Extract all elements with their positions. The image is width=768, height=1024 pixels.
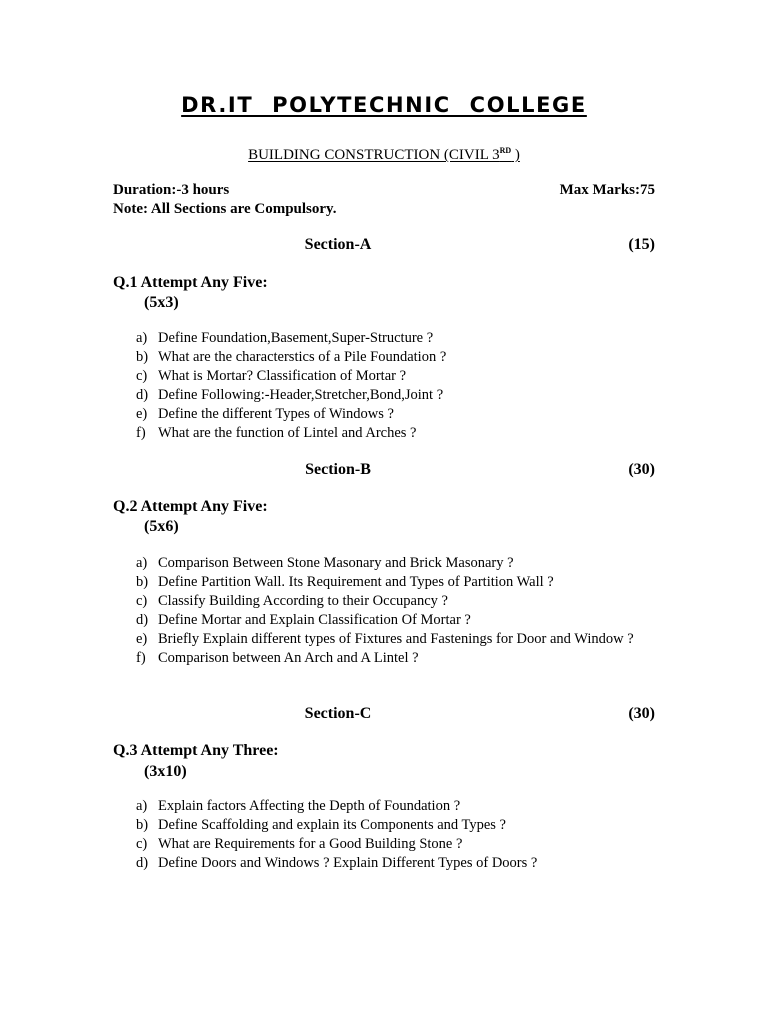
subject-title-superscript: RD <box>499 146 512 155</box>
item-letter: c) <box>136 836 148 852</box>
item-text: Define Foundation,Basement,Super-Structure ? <box>158 330 434 346</box>
section-b-title: Section-B <box>305 461 371 478</box>
item-letter: e) <box>136 631 148 647</box>
list-item <box>136 405 656 424</box>
duration-marks-row <box>113 182 655 199</box>
note-row <box>113 201 655 218</box>
item-letter: d) <box>136 612 149 628</box>
item-letter: c) <box>136 368 148 384</box>
section-c-title: Section-C <box>304 705 372 722</box>
item-text: Define Partition Wall. Its Requirement and Types of Partition Wall ? <box>158 574 554 590</box>
section-b-marks: (30) <box>628 461 655 478</box>
list-item <box>136 424 656 443</box>
item-text: Classify Building According to their Occupancy ? <box>158 593 448 609</box>
duration-text: Duration:-3 hours <box>113 182 230 198</box>
question-2-title: Q.2 Attempt Any Five: <box>113 498 268 515</box>
item-text: Define Mortar and Explain Classification Of Mortar ? <box>158 612 471 628</box>
note-text: Note: All Sections are Compulsory. <box>113 201 337 217</box>
item-letter: d) <box>136 387 149 403</box>
item-text: Define Doors and Windows ? Explain Different Types of Doors ? <box>158 855 538 871</box>
question-3-scheme: (3x10) <box>144 763 187 780</box>
list-item <box>136 329 656 348</box>
item-letter: b) <box>136 349 149 365</box>
question-1-list <box>136 329 656 443</box>
max-marks-text: Max Marks:75 <box>559 182 655 198</box>
list-item <box>136 797 656 816</box>
question-3-list <box>136 797 656 873</box>
list-item <box>136 630 656 649</box>
question-2-scheme: (5x6) <box>144 518 179 535</box>
subject-title-main: BUILDING CONSTRUCTION (CIVIL 3 <box>248 147 500 163</box>
item-text: Explain factors Affecting the Depth of Foundation ? <box>158 798 461 814</box>
section-a-marks: (15) <box>628 236 655 253</box>
item-letter: b) <box>136 574 149 590</box>
item-letter: a) <box>136 798 148 814</box>
list-item <box>136 611 656 630</box>
item-text: Define Following:-Header,Stretcher,Bond,Joint ? <box>158 387 444 403</box>
list-item <box>136 573 656 592</box>
question-1-scheme: (5x3) <box>144 294 179 311</box>
item-letter: e) <box>136 406 148 422</box>
item-text: What are the characterstics of a Pile Foundation ? <box>158 349 447 365</box>
list-item <box>136 367 656 386</box>
list-item <box>136 592 656 611</box>
item-letter: f) <box>136 425 146 441</box>
list-item <box>136 835 656 854</box>
list-item <box>136 854 656 873</box>
item-letter: c) <box>136 593 148 609</box>
question-1-title: Q.1 Attempt Any Five: <box>113 274 268 291</box>
college-title: DR.IT POLYTECHNIC COLLEGE <box>181 93 587 117</box>
list-item <box>136 386 656 405</box>
item-letter: a) <box>136 555 148 571</box>
item-letter: d) <box>136 855 149 871</box>
item-text: Briefly Explain different types of Fixtures and Fastenings for Door and Window ? <box>158 631 634 647</box>
subject-title <box>0 147 768 164</box>
section-c-marks: (30) <box>628 705 655 722</box>
item-text: What are the function of Lintel and Arches ? <box>158 425 417 441</box>
section-a-title: Section-A <box>304 236 372 253</box>
item-letter: b) <box>136 817 149 833</box>
item-text: What is Mortar? Classification of Mortar ? <box>158 368 407 384</box>
list-item <box>136 348 656 367</box>
item-letter: a) <box>136 330 148 346</box>
item-letter: f) <box>136 650 146 666</box>
list-item <box>136 649 656 668</box>
list-item <box>136 816 656 835</box>
item-text: Define Scaffolding and explain its Components and Types ? <box>158 817 506 833</box>
list-item <box>136 554 656 573</box>
question-2-list <box>136 554 656 668</box>
item-text: What are Requirements for a Good Building Stone ? <box>158 836 463 852</box>
item-text: Comparison between An Arch and A Lintel ? <box>158 650 419 666</box>
question-3-title: Q.3 Attempt Any Three: <box>113 742 279 759</box>
item-text: Comparison Between Stone Masonary and Brick Masonary ? <box>158 555 514 571</box>
subject-title-end: ) <box>511 147 520 163</box>
item-text: Define the different Types of Windows ? <box>158 406 394 422</box>
